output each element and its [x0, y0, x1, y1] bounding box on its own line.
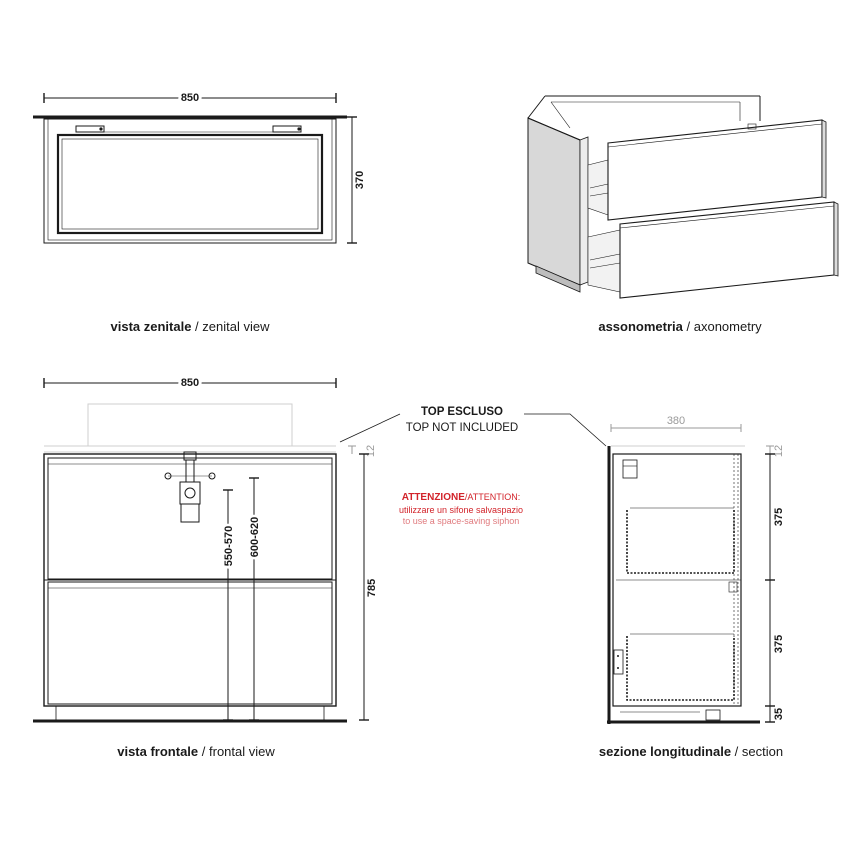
top-note-en: TOP NOT INCLUDED	[405, 422, 519, 434]
zenital-width-label: 850	[180, 92, 200, 104]
section-view	[607, 415, 785, 724]
axonometry-caption: assonometria / axonometry	[598, 319, 762, 334]
attention-line-en: to use a space-saving siphon	[402, 516, 520, 526]
section-drawer-lower-label: 375	[773, 634, 785, 654]
attention-note	[399, 492, 523, 526]
zenital-depth-label: 370	[354, 170, 366, 190]
siphon-icon	[165, 452, 215, 522]
attention-line-it: utilizzare un sifone salvaspazio	[398, 505, 524, 515]
frontal-top-thickness-label: 12	[365, 444, 377, 458]
top-not-included-note	[340, 406, 606, 446]
section-depth-label: 380	[666, 415, 686, 427]
frontal-width-label: 850	[180, 377, 200, 389]
zenital-view	[33, 92, 366, 243]
top-note-it: TOP ESCLUSO	[420, 406, 504, 418]
section-drawer-upper-label: 375	[773, 507, 785, 527]
siphon-range-2-label: 600-620	[249, 516, 261, 558]
siphon-range-1-label: 550-570	[223, 525, 235, 567]
section-caption: sezione longitudinale / section	[598, 744, 784, 759]
attention-title: ATTENZIONE/ATTENTION:	[401, 492, 521, 503]
zenital-caption: vista zenitale / zenital view	[110, 319, 270, 334]
section-top-thickness-label: 12	[773, 444, 785, 458]
frontal-height-label: 785	[366, 578, 378, 598]
section-plinth-label: 35	[773, 707, 785, 721]
axonometry-view	[528, 96, 838, 298]
frontal-caption: vista frontale / frontal view	[117, 744, 275, 759]
frontal-view	[33, 377, 378, 721]
